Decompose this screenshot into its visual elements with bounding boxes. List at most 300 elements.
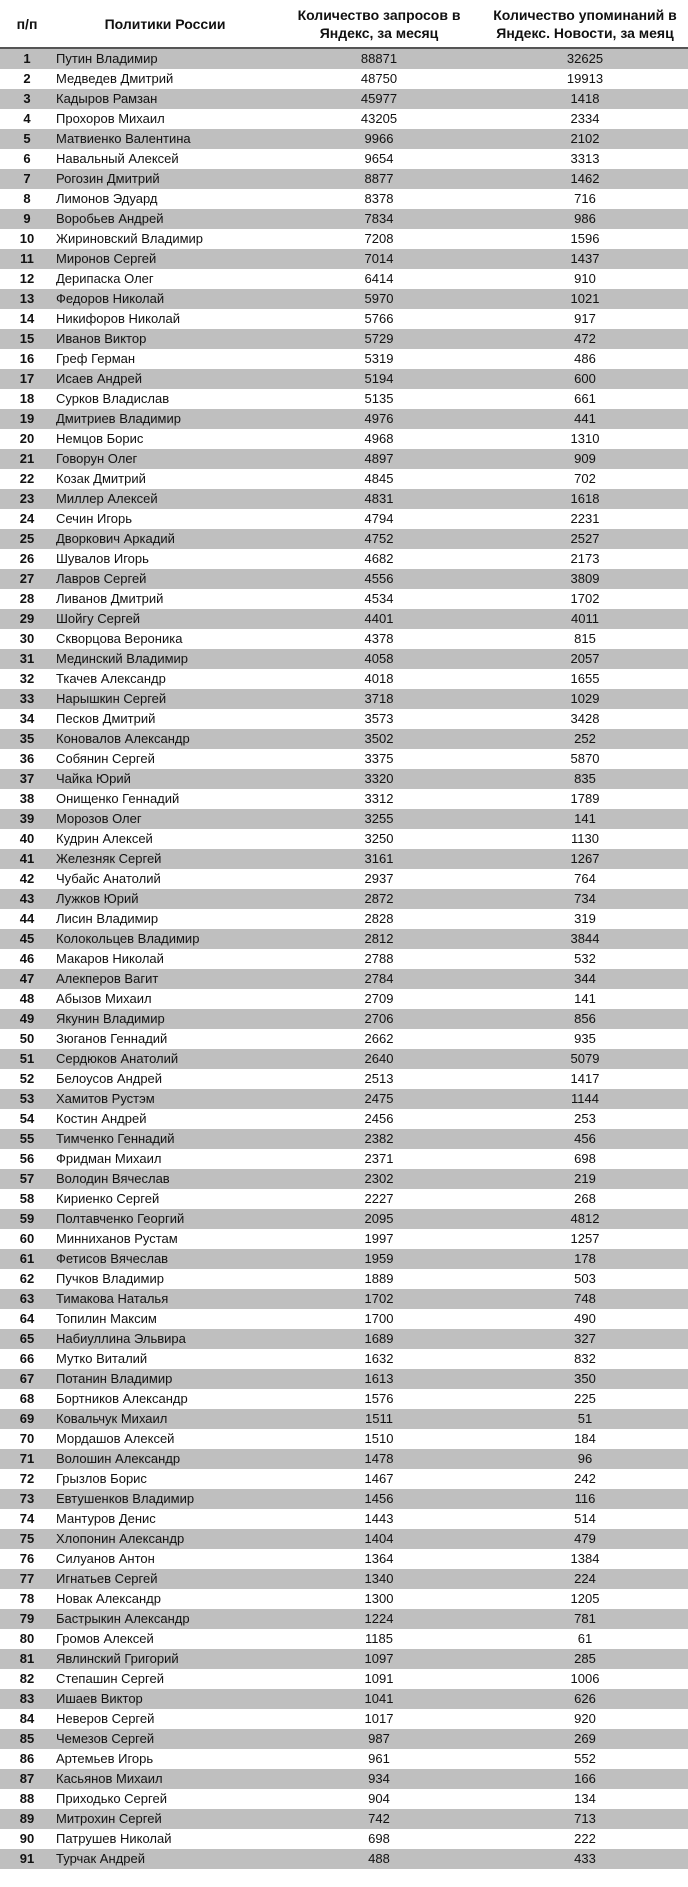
table-row <box>0 149 688 169</box>
mentions-count-cell: 490 <box>482 1309 688 1329</box>
queries-count-cell: 961 <box>276 1749 482 1769</box>
politician-name-cell: Тимакова Наталья <box>54 1289 276 1309</box>
politician-name-cell: Онищенко Геннадий <box>54 789 276 809</box>
row-number-cell: 42 <box>0 869 54 889</box>
table-row <box>0 569 688 589</box>
queries-count-cell: 2371 <box>276 1149 482 1169</box>
mentions-count-cell: 486 <box>482 349 688 369</box>
row-number-cell: 2 <box>0 69 54 89</box>
politician-name-cell: Хамитов Рустэм <box>54 1089 276 1109</box>
row-number-cell: 67 <box>0 1369 54 1389</box>
queries-count-cell: 1300 <box>276 1589 482 1609</box>
table-row <box>0 1469 688 1489</box>
politician-name-cell: Артемьев Игорь <box>54 1749 276 1769</box>
table-row <box>0 429 688 449</box>
row-number-cell: 59 <box>0 1209 54 1229</box>
queries-count-cell: 4845 <box>276 469 482 489</box>
queries-count-cell: 4534 <box>276 589 482 609</box>
mentions-count-cell: 909 <box>482 449 688 469</box>
table-row <box>0 1069 688 1089</box>
queries-count-cell: 1097 <box>276 1649 482 1669</box>
queries-count-cell: 6414 <box>276 269 482 289</box>
politician-name-cell: Дворкович Аркадий <box>54 529 276 549</box>
table-row <box>0 1569 688 1589</box>
table-row <box>0 1289 688 1309</box>
mentions-count-cell: 532 <box>482 949 688 969</box>
politician-name-cell: Ткачев Александр <box>54 669 276 689</box>
queries-count-cell: 8877 <box>276 169 482 189</box>
row-number-cell: 46 <box>0 949 54 969</box>
mentions-count-cell: 1702 <box>482 589 688 609</box>
queries-count-cell: 698 <box>276 1829 482 1849</box>
row-number-cell: 4 <box>0 109 54 129</box>
table-row <box>0 1129 688 1149</box>
mentions-count-cell: 441 <box>482 409 688 429</box>
politician-name-cell: Тимченко Геннадий <box>54 1129 276 1149</box>
mentions-count-cell: 1618 <box>482 489 688 509</box>
header-queries-line1: Количество запросов в <box>297 6 461 23</box>
politician-name-cell: Прохоров Михаил <box>54 109 276 129</box>
queries-count-cell: 5319 <box>276 349 482 369</box>
table-row <box>0 1109 688 1129</box>
politician-name-cell: Собянин Сергей <box>54 749 276 769</box>
mentions-count-cell: 2102 <box>482 129 688 149</box>
mentions-count-cell: 141 <box>482 809 688 829</box>
queries-count-cell: 2706 <box>276 1009 482 1029</box>
table-row <box>0 1769 688 1789</box>
politician-name-cell: Матвиенко Валентина <box>54 129 276 149</box>
table-row <box>0 529 688 549</box>
row-number-cell: 87 <box>0 1769 54 1789</box>
table-row <box>0 209 688 229</box>
table-row <box>0 1309 688 1329</box>
mentions-count-cell: 514 <box>482 1509 688 1529</box>
politician-name-cell: Рогозин Дмитрий <box>54 169 276 189</box>
row-number-cell: 65 <box>0 1329 54 1349</box>
queries-count-cell: 4897 <box>276 449 482 469</box>
politician-name-cell: Кириенко Сергей <box>54 1189 276 1209</box>
queries-count-cell: 3573 <box>276 709 482 729</box>
politician-name-cell: Евтушенков Владимир <box>54 1489 276 1509</box>
queries-count-cell: 2456 <box>276 1109 482 1129</box>
row-number-cell: 20 <box>0 429 54 449</box>
mentions-count-cell: 910 <box>482 269 688 289</box>
politician-name-cell: Мутко Виталий <box>54 1349 276 1369</box>
mentions-count-cell: 1006 <box>482 1669 688 1689</box>
mentions-count-cell: 917 <box>482 309 688 329</box>
table-row <box>0 1849 688 1869</box>
table-row <box>0 849 688 869</box>
row-number-cell: 72 <box>0 1469 54 1489</box>
table-row <box>0 69 688 89</box>
mentions-count-cell: 748 <box>482 1289 688 1309</box>
table-row <box>0 189 688 209</box>
queries-count-cell: 1456 <box>276 1489 482 1509</box>
mentions-count-cell: 219 <box>482 1169 688 1189</box>
mentions-count-cell: 19913 <box>482 69 688 89</box>
row-number-cell: 5 <box>0 129 54 149</box>
row-number-cell: 10 <box>0 229 54 249</box>
mentions-count-cell: 472 <box>482 329 688 349</box>
row-number-cell: 83 <box>0 1689 54 1709</box>
mentions-count-cell: 1655 <box>482 669 688 689</box>
mentions-count-cell: 986 <box>482 209 688 229</box>
table-row <box>0 749 688 769</box>
queries-count-cell: 2227 <box>276 1189 482 1209</box>
mentions-count-cell: 4812 <box>482 1209 688 1229</box>
queries-count-cell: 43205 <box>276 109 482 129</box>
politician-name-cell: Лужков Юрий <box>54 889 276 909</box>
row-number-cell: 35 <box>0 729 54 749</box>
mentions-count-cell: 1144 <box>482 1089 688 1109</box>
politician-name-cell: Якунин Владимир <box>54 1009 276 1029</box>
table-row <box>0 1149 688 1169</box>
queries-count-cell: 5135 <box>276 389 482 409</box>
queries-count-cell: 3250 <box>276 829 482 849</box>
table-row <box>0 349 688 369</box>
queries-count-cell: 2788 <box>276 949 482 969</box>
row-number-cell: 12 <box>0 269 54 289</box>
politician-name-cell: Полтавченко Георгий <box>54 1209 276 1229</box>
queries-count-cell: 1959 <box>276 1249 482 1269</box>
queries-count-cell: 2812 <box>276 929 482 949</box>
table-row <box>0 489 688 509</box>
row-number-cell: 80 <box>0 1629 54 1649</box>
queries-count-cell: 1091 <box>276 1669 482 1689</box>
queries-count-cell: 904 <box>276 1789 482 1809</box>
table-row <box>0 1649 688 1669</box>
politician-name-cell: Железняк Сергей <box>54 849 276 869</box>
row-number-cell: 39 <box>0 809 54 829</box>
table-row <box>0 1249 688 1269</box>
row-number-cell: 47 <box>0 969 54 989</box>
row-number-cell: 22 <box>0 469 54 489</box>
row-number-cell: 29 <box>0 609 54 629</box>
row-number-cell: 90 <box>0 1829 54 1849</box>
mentions-count-cell: 503 <box>482 1269 688 1289</box>
mentions-count-cell: 327 <box>482 1329 688 1349</box>
mentions-count-cell: 1267 <box>482 849 688 869</box>
mentions-count-cell: 552 <box>482 1749 688 1769</box>
table-row <box>0 709 688 729</box>
table-row <box>0 309 688 329</box>
mentions-count-cell: 734 <box>482 889 688 909</box>
politician-name-cell: Сечин Игорь <box>54 509 276 529</box>
politician-name-cell: Немцов Борис <box>54 429 276 449</box>
table-row <box>0 1689 688 1709</box>
queries-count-cell: 4968 <box>276 429 482 449</box>
header-mentions-line2: Яндекс. Новости, за меяц <box>496 24 674 41</box>
queries-count-cell: 3375 <box>276 749 482 769</box>
row-number-cell: 57 <box>0 1169 54 1189</box>
row-number-cell: 19 <box>0 409 54 429</box>
queries-count-cell: 2640 <box>276 1049 482 1069</box>
queries-count-cell: 7834 <box>276 209 482 229</box>
row-number-cell: 37 <box>0 769 54 789</box>
header-row <box>0 0 688 48</box>
row-number-cell: 63 <box>0 1289 54 1309</box>
table-row <box>0 1629 688 1649</box>
table-row <box>0 669 688 689</box>
header-queries-line2: Яндекс, за месяц <box>319 24 439 41</box>
queries-count-cell: 2828 <box>276 909 482 929</box>
table-row <box>0 129 688 149</box>
politician-name-cell: Мордашов Алексей <box>54 1429 276 1449</box>
politician-name-cell: Федоров Николай <box>54 289 276 309</box>
table-row <box>0 549 688 569</box>
politician-name-cell: Чубайс Анатолий <box>54 869 276 889</box>
header-politician: Политики России <box>54 0 276 48</box>
row-number-cell: 48 <box>0 989 54 1009</box>
mentions-count-cell: 242 <box>482 1469 688 1489</box>
mentions-count-cell: 1418 <box>482 89 688 109</box>
queries-count-cell: 5729 <box>276 329 482 349</box>
mentions-count-cell: 1205 <box>482 1589 688 1609</box>
row-number-cell: 14 <box>0 309 54 329</box>
mentions-count-cell: 716 <box>482 189 688 209</box>
mentions-count-cell: 2173 <box>482 549 688 569</box>
politician-name-cell: Песков Дмитрий <box>54 709 276 729</box>
politician-name-cell: Бортников Александр <box>54 1389 276 1409</box>
politician-name-cell: Исаев Андрей <box>54 369 276 389</box>
mentions-count-cell: 3809 <box>482 569 688 589</box>
queries-count-cell: 3718 <box>276 689 482 709</box>
table-row <box>0 1809 688 1829</box>
mentions-count-cell: 815 <box>482 629 688 649</box>
politician-name-cell: Жириновский Владимир <box>54 229 276 249</box>
table-row <box>0 169 688 189</box>
mentions-count-cell: 920 <box>482 1709 688 1729</box>
politician-name-cell: Пучков Владимир <box>54 1269 276 1289</box>
queries-count-cell: 3312 <box>276 789 482 809</box>
politician-name-cell: Волошин Александр <box>54 1449 276 1469</box>
mentions-count-cell: 626 <box>482 1689 688 1709</box>
queries-count-cell: 1041 <box>276 1689 482 1709</box>
mentions-count-cell: 1021 <box>482 289 688 309</box>
table-row <box>0 1009 688 1029</box>
politician-name-cell: Мантуров Денис <box>54 1509 276 1529</box>
table-row <box>0 89 688 109</box>
politician-name-cell: Греф Герман <box>54 349 276 369</box>
queries-count-cell: 48750 <box>276 69 482 89</box>
mentions-count-cell: 479 <box>482 1529 688 1549</box>
row-number-cell: 52 <box>0 1069 54 1089</box>
table-row <box>0 1429 688 1449</box>
table-row <box>0 449 688 469</box>
row-number-cell: 25 <box>0 529 54 549</box>
mentions-count-cell: 96 <box>482 1449 688 1469</box>
table-row <box>0 1049 688 1069</box>
row-number-cell: 28 <box>0 589 54 609</box>
queries-count-cell: 4682 <box>276 549 482 569</box>
row-number-cell: 78 <box>0 1589 54 1609</box>
table-row <box>0 949 688 969</box>
row-number-cell: 82 <box>0 1669 54 1689</box>
row-number-cell: 74 <box>0 1509 54 1529</box>
mentions-count-cell: 51 <box>482 1409 688 1429</box>
mentions-count-cell: 3313 <box>482 149 688 169</box>
table-row <box>0 249 688 269</box>
table-row <box>0 329 688 349</box>
politician-name-cell: Ковальчук Михаил <box>54 1409 276 1429</box>
politician-name-cell: Новак Александр <box>54 1589 276 1609</box>
queries-count-cell: 8378 <box>276 189 482 209</box>
row-number-cell: 16 <box>0 349 54 369</box>
mentions-count-cell: 269 <box>482 1729 688 1749</box>
queries-count-cell: 2937 <box>276 869 482 889</box>
politician-name-cell: Скворцова Вероника <box>54 629 276 649</box>
row-number-cell: 84 <box>0 1709 54 1729</box>
table-row <box>0 909 688 929</box>
table-row <box>0 1789 688 1809</box>
mentions-count-cell: 184 <box>482 1429 688 1449</box>
row-number-cell: 17 <box>0 369 54 389</box>
header-number: п/п <box>0 0 54 48</box>
table-row <box>0 1349 688 1369</box>
politician-name-cell: Морозов Олег <box>54 809 276 829</box>
row-number-cell: 36 <box>0 749 54 769</box>
queries-count-cell: 1700 <box>276 1309 482 1329</box>
queries-count-cell: 1467 <box>276 1469 482 1489</box>
row-number-cell: 21 <box>0 449 54 469</box>
mentions-count-cell: 832 <box>482 1349 688 1369</box>
mentions-count-cell: 268 <box>482 1189 688 1209</box>
row-number-cell: 49 <box>0 1009 54 1029</box>
politician-name-cell: Степашин Сергей <box>54 1669 276 1689</box>
mentions-count-cell: 600 <box>482 369 688 389</box>
politician-name-cell: Минниханов Рустам <box>54 1229 276 1249</box>
queries-count-cell: 1511 <box>276 1409 482 1429</box>
mentions-count-cell: 1596 <box>482 229 688 249</box>
queries-count-cell: 2513 <box>276 1069 482 1089</box>
queries-count-cell: 1889 <box>276 1269 482 1289</box>
table-row <box>0 769 688 789</box>
row-number-cell: 24 <box>0 509 54 529</box>
mentions-count-cell: 661 <box>482 389 688 409</box>
row-number-cell: 54 <box>0 1109 54 1129</box>
queries-count-cell: 1689 <box>276 1329 482 1349</box>
mentions-count-cell: 1417 <box>482 1069 688 1089</box>
row-number-cell: 81 <box>0 1649 54 1669</box>
table-row <box>0 629 688 649</box>
mentions-count-cell: 764 <box>482 869 688 889</box>
row-number-cell: 40 <box>0 829 54 849</box>
table-row <box>0 1229 688 1249</box>
table-row <box>0 1709 688 1729</box>
queries-count-cell: 4018 <box>276 669 482 689</box>
politician-name-cell: Мединский Владимир <box>54 649 276 669</box>
queries-count-cell: 5766 <box>276 309 482 329</box>
politician-name-cell: Никифоров Николай <box>54 309 276 329</box>
table-row <box>0 229 688 249</box>
politician-name-cell: Иванов Виктор <box>54 329 276 349</box>
politician-name-cell: Лавров Сергей <box>54 569 276 589</box>
row-number-cell: 69 <box>0 1409 54 1429</box>
politician-name-cell: Фридман Михаил <box>54 1149 276 1169</box>
header-mentions <box>482 0 688 48</box>
queries-count-cell: 4556 <box>276 569 482 589</box>
politician-name-cell: Лимонов Эдуард <box>54 189 276 209</box>
table-row <box>0 1029 688 1049</box>
mentions-count-cell: 433 <box>482 1849 688 1869</box>
table-row <box>0 649 688 669</box>
queries-count-cell: 3320 <box>276 769 482 789</box>
table-header <box>0 0 688 48</box>
politician-name-cell: Чемезов Сергей <box>54 1729 276 1749</box>
politician-name-cell: Нарышкин Сергей <box>54 689 276 709</box>
politician-name-cell: Миллер Алексей <box>54 489 276 509</box>
row-number-cell: 70 <box>0 1429 54 1449</box>
queries-count-cell: 2784 <box>276 969 482 989</box>
row-number-cell: 58 <box>0 1189 54 1209</box>
queries-count-cell: 4794 <box>276 509 482 529</box>
table-row <box>0 969 688 989</box>
politician-name-cell: Митрохин Сергей <box>54 1809 276 1829</box>
table-row <box>0 1409 688 1429</box>
mentions-count-cell: 4011 <box>482 609 688 629</box>
mentions-count-cell: 344 <box>482 969 688 989</box>
mentions-count-cell: 350 <box>482 1369 688 1389</box>
mentions-count-cell: 2057 <box>482 649 688 669</box>
queries-count-cell: 1997 <box>276 1229 482 1249</box>
politician-name-cell: Потанин Владимир <box>54 1369 276 1389</box>
queries-count-cell: 9966 <box>276 129 482 149</box>
queries-count-cell: 2095 <box>276 1209 482 1229</box>
mentions-count-cell: 5079 <box>482 1049 688 1069</box>
politician-name-cell: Дмитриев Владимир <box>54 409 276 429</box>
row-number-cell: 1 <box>0 48 54 69</box>
mentions-count-cell: 61 <box>482 1629 688 1649</box>
politician-name-cell: Медведев Дмитрий <box>54 69 276 89</box>
politician-name-cell: Кудрин Алексей <box>54 829 276 849</box>
mentions-count-cell: 698 <box>482 1149 688 1169</box>
table-row <box>0 1529 688 1549</box>
table-row <box>0 1189 688 1209</box>
politician-name-cell: Грызлов Борис <box>54 1469 276 1489</box>
mentions-count-cell: 2231 <box>482 509 688 529</box>
mentions-count-cell: 252 <box>482 729 688 749</box>
table-row <box>0 1669 688 1689</box>
queries-count-cell: 4976 <box>276 409 482 429</box>
table-row <box>0 1609 688 1629</box>
politician-name-cell: Приходько Сергей <box>54 1789 276 1809</box>
queries-count-cell: 1576 <box>276 1389 482 1409</box>
queries-count-cell: 1443 <box>276 1509 482 1529</box>
row-number-cell: 30 <box>0 629 54 649</box>
row-number-cell: 73 <box>0 1489 54 1509</box>
queries-count-cell: 4752 <box>276 529 482 549</box>
row-number-cell: 7 <box>0 169 54 189</box>
mentions-count-cell: 225 <box>482 1389 688 1409</box>
queries-count-cell: 934 <box>276 1769 482 1789</box>
row-number-cell: 8 <box>0 189 54 209</box>
queries-count-cell: 7208 <box>276 229 482 249</box>
queries-count-cell: 1364 <box>276 1549 482 1569</box>
table-row <box>0 729 688 749</box>
queries-count-cell: 5970 <box>276 289 482 309</box>
queries-count-cell: 1478 <box>276 1449 482 1469</box>
row-number-cell: 60 <box>0 1229 54 1249</box>
row-number-cell: 71 <box>0 1449 54 1469</box>
mentions-count-cell: 32625 <box>482 48 688 69</box>
table-row <box>0 409 688 429</box>
politician-name-cell: Топилин Максим <box>54 1309 276 1329</box>
mentions-count-cell: 2334 <box>482 109 688 129</box>
queries-count-cell: 2662 <box>276 1029 482 1049</box>
queries-count-cell: 2709 <box>276 989 482 1009</box>
row-number-cell: 79 <box>0 1609 54 1629</box>
queries-count-cell: 742 <box>276 1809 482 1829</box>
